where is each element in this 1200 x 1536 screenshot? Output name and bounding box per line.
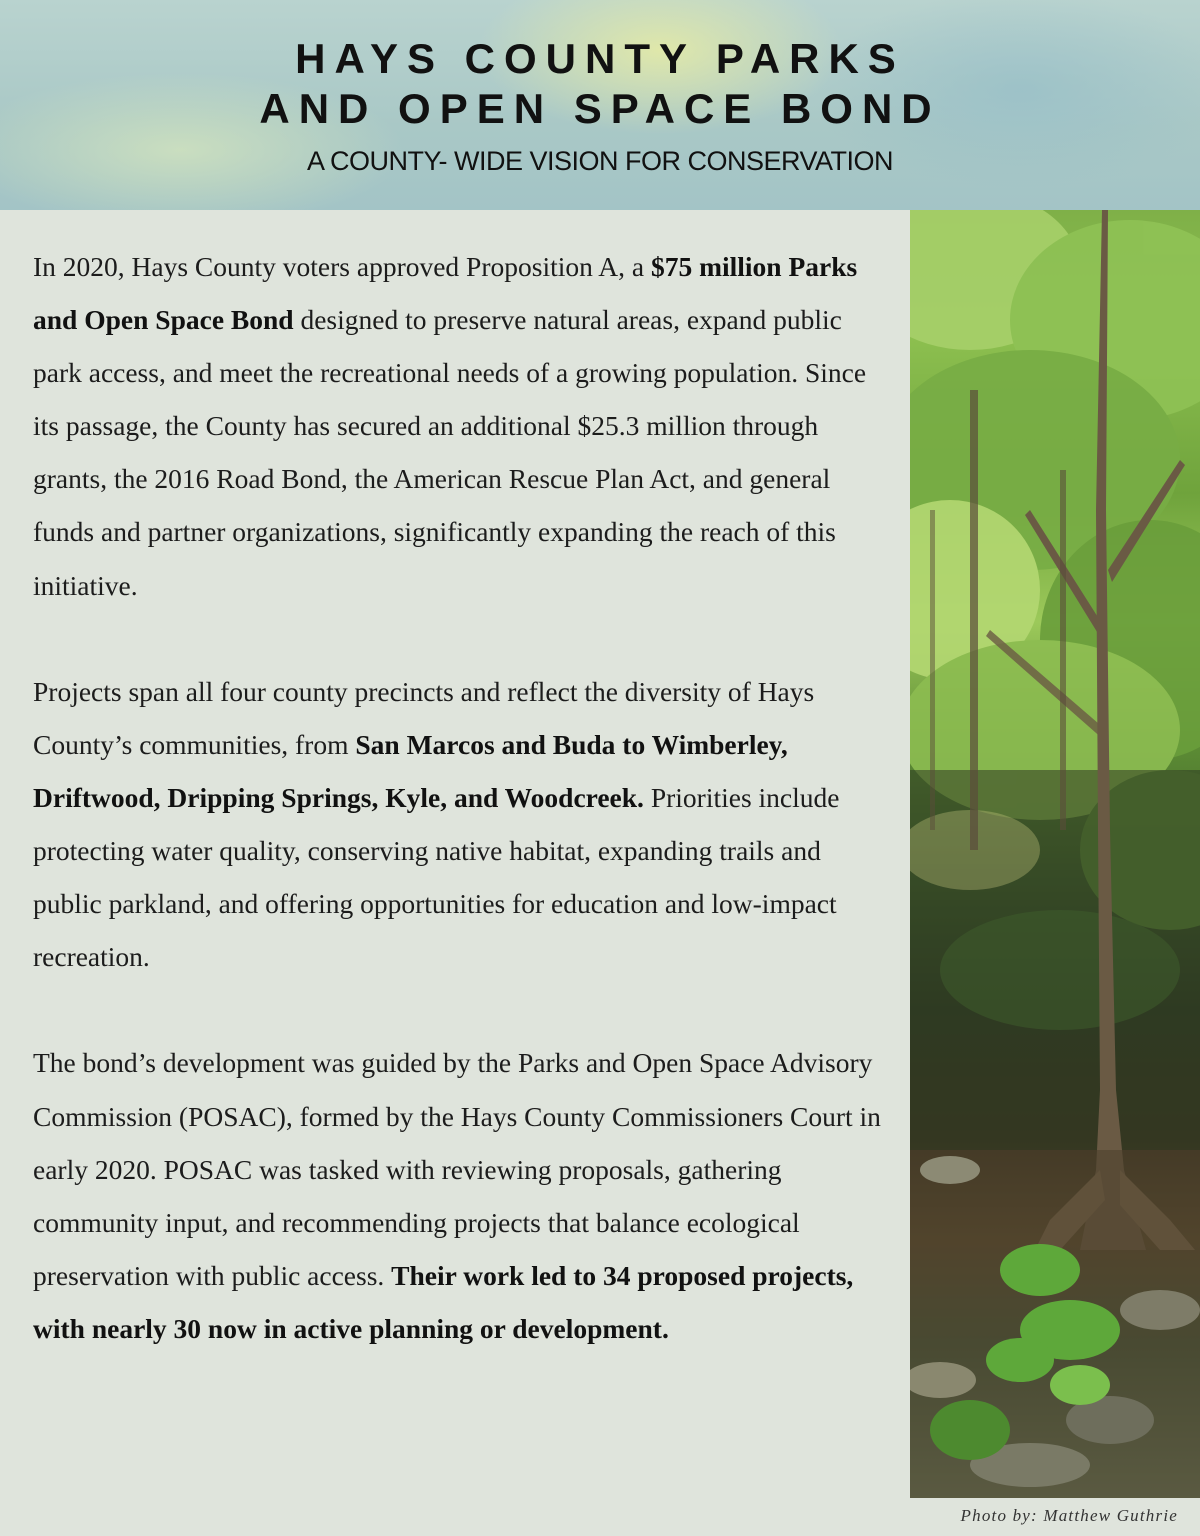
cypress-creek-photo [910,210,1200,1498]
paragraph-intro [33,240,883,612]
paragraph-projects-text-a: Projects span all four county precincts and reflect the diversity of Hays County’s communities, from [33,675,815,760]
title-line-1: HAYS COUNTY PARKS [295,35,905,82]
photo-illustration [910,210,1200,1498]
paragraph-posac-text-a: The bond’s development was guided by the Parks and Open Space Advisory Commission (POSAC), formed by the Hays County Commissioners Court in early 2020. POSAC was tasked with reviewing proposals, gathering community input, and recommending projects that balance ecological preservation with public access. [33,1047,881,1291]
paragraph-posac-bold: Their work led to 34 proposed projects, with nearly 30 now in active planning or development. [33,1259,854,1344]
header-banner [0,0,1200,210]
paragraph-intro-bold: $75 million Parks and Open Space Bond [33,251,858,336]
paragraph-posac [33,1036,883,1355]
photo-credit: Photo by: Matthew Guthrie [960,1506,1178,1525]
paragraph-projects [33,665,883,984]
page-title [0,34,1200,134]
article-body [33,240,883,1355]
paragraph-projects-text-c: Priorities include protecting water quality, conserving native habitat, expanding trails and public parkland, and offering opportunities for education and low-impact recreation. [33,781,840,973]
paragraph-projects-bold: San Marcos and Buda to Wimberley, Driftwood, Dripping Springs, Kyle, and Woodcreek. [33,728,788,813]
title-line-2: AND OPEN SPACE BOND [259,85,941,132]
paragraph-intro-text-c: designed to preserve natural areas, expand public park access, and meet the recreational needs of a growing population. Since its passage, the County has secured an additional $25.3 million through grants, the 2016 Road Bond, the American Rescue Plan Act, and general funds and partner organizations, significantly expanding the reach of this initiative. [33,304,867,601]
page-subtitle: A COUNTY- WIDE VISION FOR CONSERVATION [306,146,894,176]
paragraph-intro-text-a: In 2020, Hays County voters approved Proposition A, a [33,251,651,282]
